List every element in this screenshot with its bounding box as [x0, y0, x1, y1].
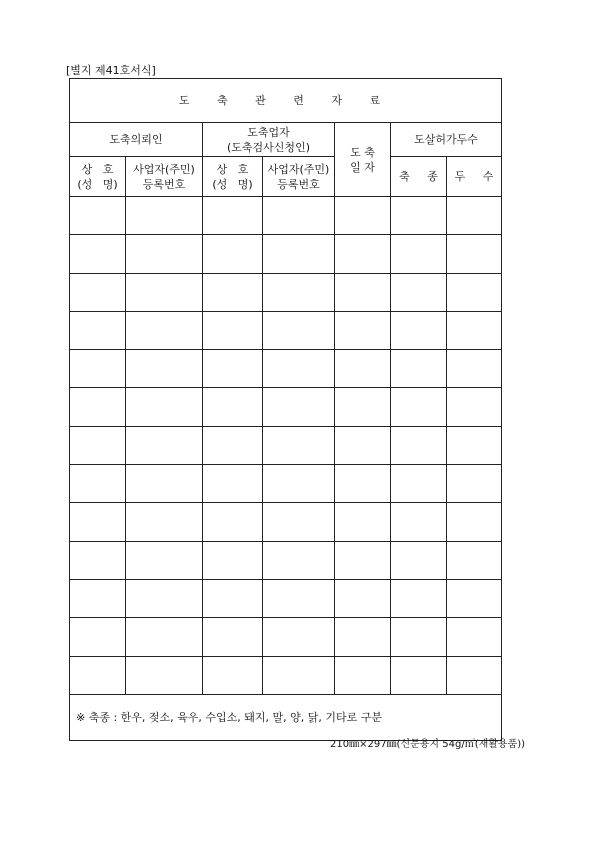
entry-cell[interactable]: [447, 465, 502, 503]
entry-cell[interactable]: [263, 465, 335, 503]
header-business-line1: 도축업자: [247, 125, 290, 139]
entry-cell[interactable]: [391, 235, 447, 273]
entry-cell[interactable]: [335, 503, 391, 541]
entry-cell[interactable]: [263, 541, 335, 579]
header-slaughter-date: 도 축 일 자: [335, 123, 391, 197]
entry-cell[interactable]: [263, 426, 335, 464]
entry-cell[interactable]: [203, 426, 263, 464]
entry-cell[interactable]: [70, 465, 126, 503]
entry-cell[interactable]: [335, 541, 391, 579]
entry-cell[interactable]: [70, 618, 126, 656]
table-row: [70, 541, 502, 579]
entry-cell[interactable]: [391, 273, 447, 311]
entry-cell[interactable]: [203, 579, 263, 617]
entry-cell[interactable]: [263, 273, 335, 311]
entry-cell[interactable]: [447, 197, 502, 235]
table-row: [70, 197, 502, 235]
entry-cell[interactable]: [203, 235, 263, 273]
entry-cell[interactable]: [263, 235, 335, 273]
table-row: [70, 503, 502, 541]
entry-cell[interactable]: [391, 197, 447, 235]
form-label: [별지 제41호서식]: [66, 64, 156, 77]
entry-cell[interactable]: [203, 350, 263, 388]
entry-cell[interactable]: [70, 350, 126, 388]
entry-cell[interactable]: [70, 426, 126, 464]
entry-cell[interactable]: [203, 618, 263, 656]
table-row: [70, 235, 502, 273]
table-row: [70, 656, 502, 694]
entry-cell[interactable]: [335, 311, 391, 349]
entry-cell[interactable]: [203, 197, 263, 235]
table-row: [70, 426, 502, 464]
entry-cell[interactable]: [263, 656, 335, 694]
header-head-count: 두 수: [447, 157, 502, 197]
entry-cell[interactable]: [447, 503, 502, 541]
entry-cell[interactable]: [335, 465, 391, 503]
entry-cell[interactable]: [126, 311, 203, 349]
entry-cell[interactable]: [70, 235, 126, 273]
data-rows: [70, 197, 502, 695]
entry-cell[interactable]: [126, 465, 203, 503]
entry-cell[interactable]: [391, 579, 447, 617]
entry-cell[interactable]: [203, 311, 263, 349]
entry-cell[interactable]: [126, 656, 203, 694]
table-row: [70, 350, 502, 388]
entry-cell[interactable]: [70, 273, 126, 311]
entry-cell[interactable]: [263, 579, 335, 617]
entry-cell[interactable]: [447, 579, 502, 617]
entry-cell[interactable]: [335, 579, 391, 617]
entry-cell[interactable]: [335, 426, 391, 464]
entry-cell[interactable]: [203, 541, 263, 579]
header-permit-count: 도살허가두수: [391, 123, 502, 157]
table-row: [70, 273, 502, 311]
entry-cell[interactable]: [126, 235, 203, 273]
entry-cell[interactable]: [126, 618, 203, 656]
entry-cell[interactable]: [335, 235, 391, 273]
entry-cell[interactable]: [447, 388, 502, 426]
entry-cell[interactable]: [391, 618, 447, 656]
entry-cell[interactable]: [391, 541, 447, 579]
entry-cell[interactable]: [447, 426, 502, 464]
entry-cell[interactable]: [447, 273, 502, 311]
entry-cell[interactable]: [391, 426, 447, 464]
table-row: [70, 311, 502, 349]
header-business-registration-no: 사업자(주민) 등록번호: [263, 157, 335, 197]
entry-cell[interactable]: [126, 388, 203, 426]
slaughter-data-form-table: [69, 78, 502, 741]
entry-cell[interactable]: [70, 388, 126, 426]
entry-cell[interactable]: [391, 465, 447, 503]
entry-cell[interactable]: [263, 350, 335, 388]
entry-cell[interactable]: [391, 311, 447, 349]
form-title: 도 축 관 련 자 료: [70, 79, 502, 123]
entry-cell[interactable]: [70, 503, 126, 541]
entry-cell[interactable]: [203, 465, 263, 503]
entry-cell[interactable]: [70, 541, 126, 579]
entry-cell[interactable]: [335, 618, 391, 656]
entry-cell[interactable]: [126, 541, 203, 579]
entry-cell[interactable]: [70, 197, 126, 235]
entry-cell[interactable]: [263, 311, 335, 349]
entry-cell[interactable]: [126, 350, 203, 388]
entry-cell[interactable]: [335, 273, 391, 311]
entry-cell[interactable]: [263, 197, 335, 235]
entry-cell[interactable]: [447, 618, 502, 656]
entry-cell[interactable]: [70, 311, 126, 349]
entry-cell[interactable]: [203, 503, 263, 541]
entry-cell[interactable]: [203, 656, 263, 694]
entry-cell[interactable]: [391, 656, 447, 694]
entry-cell[interactable]: [126, 197, 203, 235]
entry-cell[interactable]: [126, 273, 203, 311]
entry-cell[interactable]: [447, 235, 502, 273]
entry-cell[interactable]: [447, 541, 502, 579]
entry-cell[interactable]: [447, 311, 502, 349]
entry-cell[interactable]: [391, 388, 447, 426]
header-business-line2: (도축검사신청인): [227, 140, 310, 154]
entry-cell[interactable]: [203, 388, 263, 426]
table-row: [70, 579, 502, 617]
entry-cell[interactable]: [335, 197, 391, 235]
header-business: [203, 123, 335, 157]
table-row: [70, 388, 502, 426]
header-livestock-type: 축 종: [391, 157, 447, 197]
entry-cell[interactable]: [335, 350, 391, 388]
entry-cell[interactable]: [447, 350, 502, 388]
paper-spec-footer: 210㎜×297㎜(신문용지 54g/㎡(재활용품)): [330, 739, 526, 750]
header-requester-trade-name: 상 호 (성 명): [70, 157, 126, 197]
entry-cell[interactable]: [335, 656, 391, 694]
entry-cell[interactable]: [203, 273, 263, 311]
entry-cell[interactable]: [126, 579, 203, 617]
entry-cell[interactable]: [447, 656, 502, 694]
entry-cell[interactable]: [126, 426, 203, 464]
entry-cell[interactable]: [391, 350, 447, 388]
header-business-trade-name: 상 호 (성 명): [203, 157, 263, 197]
header-requester-registration-no: 사업자(주민) 등록번호: [126, 157, 203, 197]
entry-cell[interactable]: [70, 579, 126, 617]
entry-cell[interactable]: [126, 503, 203, 541]
table-row: [70, 465, 502, 503]
entry-cell[interactable]: [263, 618, 335, 656]
entry-cell[interactable]: [391, 503, 447, 541]
entry-cell[interactable]: [70, 656, 126, 694]
entry-cell[interactable]: [263, 503, 335, 541]
livestock-type-note: ※ 축종 : 한우, 젖소, 육우, 수입소, 돼지, 말, 양, 닭, 기타로 구분: [70, 694, 502, 740]
table-row: [70, 618, 502, 656]
entry-cell[interactable]: [335, 388, 391, 426]
entry-cell[interactable]: [263, 388, 335, 426]
header-requester: 도축의뢰인: [70, 123, 203, 157]
